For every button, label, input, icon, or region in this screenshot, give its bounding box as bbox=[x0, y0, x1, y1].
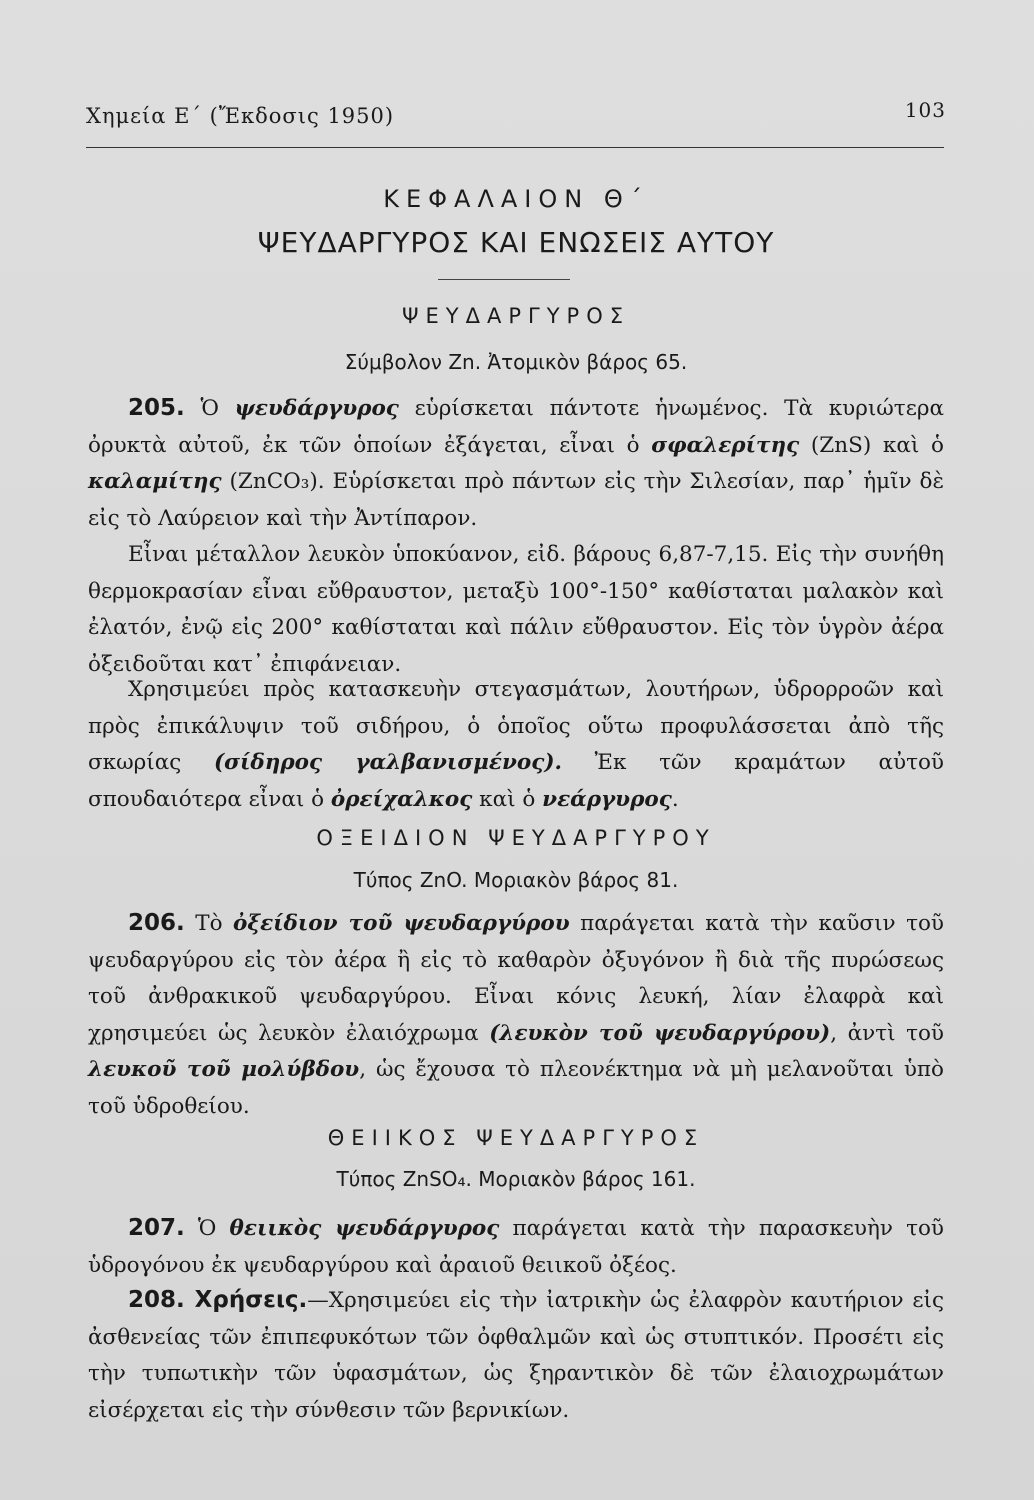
keyword: (σίδηρος γαλβανισμένος). bbox=[213, 750, 562, 775]
keyword: καλαμίτης bbox=[88, 469, 222, 494]
text: Ἐκ τῶν κραμάτων αὐτοῦ σπουδαιότερα εἶναι ὁ bbox=[88, 750, 944, 812]
text: Χρησιμεύει πρὸς κατασκευὴν στεγασμάτων, λουτήρων, ὑδρορροῶν καὶ πρὸς ἐπικάλυψιν τοῦ σιδήρου, ὁ ὁποῖος οὕτω προφυλάσσεται ἀπὸ τῆς σκωρίας bbox=[88, 677, 944, 775]
chapter-label: ΚΕΦΑΛΑΙΟΝ Θ´ bbox=[383, 185, 649, 213]
zinc-sulfate-formula-line: Τύπος ZnSO₄. Μοριακὸν βάρος 161. bbox=[336, 1167, 696, 1191]
paragraph-207 bbox=[88, 1210, 944, 1284]
page-number: 103 bbox=[904, 98, 946, 122]
keyword: σφαλερίτης bbox=[651, 432, 800, 458]
text: Ὁ bbox=[184, 396, 235, 421]
paragraph-205 bbox=[88, 390, 944, 537]
paragraph-properties: Εἶναι μέταλλον λευκὸν ὑποκύανον, εἰδ. βάρους 6,87-7,15. Εἰς τὴν συνήθη θερμοκρασίαν εἶναι εὔθραυστον, μεταξὺ 100°-150° καθίσταται μαλακὸν καὶ ἐλατόν, ἐνῷ εἰς 200° καθίσταται καὶ πάλιν εὔθραυστον. Εἰς τὸν ὑγρὸν ἀέρα ὀξειδοῦται κατ᾿ ἐπιφάνειαν. bbox=[88, 542, 944, 677]
text: (ZnCO₃). Εὑρίσκεται πρὸ πάντων εἰς τὴν Σιλεσίαν, παρ᾿ ἡμῖν δὲ εἰς τὸ Λαύρειον καὶ τὴν Ἀντίπαρον. bbox=[88, 469, 944, 531]
paragraph-number: 208. Χρήσεις. bbox=[128, 1287, 308, 1313]
paragraph-uses bbox=[88, 672, 944, 818]
paragraph-number: 206. bbox=[128, 910, 185, 936]
paragraph-number: 207. bbox=[128, 1215, 185, 1241]
text: Ὁ bbox=[184, 1216, 230, 1241]
keyword: νεάργυρος bbox=[542, 786, 672, 812]
keyword: ψευδάργυρος bbox=[234, 396, 399, 421]
paragraph-number: 205. bbox=[128, 395, 185, 421]
keyword: ὀρείχαλκος bbox=[330, 786, 473, 812]
zinc-symbol-line: Σύμβολον Zn. Ἀτομικὸν βάρος 65. bbox=[344, 350, 688, 374]
section-heading-zinc: ΨΕΥΔΑΡΓΥΡΟΣ bbox=[401, 304, 630, 328]
section-heading-zinc-oxide: ΟΞΕΙΔΙΟΝ ΨΕΥΔΑΡΓΥΡΟΥ bbox=[316, 826, 716, 850]
text: Τὸ bbox=[184, 911, 233, 936]
text: , ἀντὶ τοῦ bbox=[830, 1020, 944, 1046]
keyword: θειικὸς ψευδάργυρος bbox=[229, 1216, 500, 1241]
section-heading-zinc-sulfate: ΘΕΙΙΚΟΣ ΨΕΥΔΑΡΓΥΡΟΣ bbox=[327, 1126, 705, 1150]
header-rule bbox=[86, 147, 944, 148]
paragraph-206 bbox=[88, 905, 944, 1125]
keyword: λευκοῦ τοῦ μολύβδου bbox=[88, 1057, 360, 1082]
keyword: (λευκὸν τοῦ ψευδαργύρου) bbox=[489, 1020, 831, 1046]
text: . bbox=[671, 786, 679, 812]
book-title: Χημεία Ε´ (Ἔκδοσις 1950) bbox=[86, 104, 395, 128]
text: παράγεται κατὰ τὴν καῦσιν τοῦ ψευδαργύρου εἰς τὸν ἀέρα ἢ εἰς τὸ καθαρὸν ὀξυγόνον ἢ διὰ τῆς πυρώσεως τοῦ ἀνθρακικοῦ ψευδαργύρου. Εἶναι κόνις λευκή, λίαν ἐλαφρὰ καὶ χρησιμεύει ὡς λευκὸν ἐλαιόχρωμα bbox=[88, 911, 944, 1046]
text: (ZnS) καὶ ὁ bbox=[799, 432, 944, 458]
text: , ὡς ἔχουσα τὸ πλεονέκτημα νὰ μὴ μελανοῦται ὑπὸ τοῦ ὑδροθείου. bbox=[88, 1057, 944, 1119]
chapter-title: ΨΕΥΔΑΡΓΥΡΟΣ ΚΑΙ ΕΝΩΣΕΙΣ ΑΥΤΟΥ bbox=[257, 226, 775, 259]
text: παράγεται κατὰ τὴν παρασκευὴν τοῦ ὑδρογόνου ἐκ ψευδαργύρου καὶ ἀραιοῦ θειικοῦ ὀξέος. bbox=[88, 1216, 944, 1278]
text: —Χρησιμεύει εἰς τὴν ἰατρικὴν ὡς ἐλαφρὸν καυτήριον εἰς ἀσθενείας τῶν ἐπιπεφυκότων τῶν ὀφθαλμῶν καὶ ὡς στυπτικόν. Προσέτι εἰς τὴν τυπωτικὴν τῶν ὑφασμάτων, ὡς ξηραντικὸν δὲ τῶν ἐλαιοχρωμάτων εἰσέρχεται εἰς τὴν σύνθεσιν τῶν βερνικίων. bbox=[88, 1288, 944, 1423]
running-head bbox=[86, 98, 946, 128]
zinc-oxide-formula-line: Τύπος ZnO. Μοριακὸν βάρος 81. bbox=[353, 868, 679, 892]
keyword: ὀξείδιον τοῦ ψευδαργύρου bbox=[233, 911, 570, 936]
text: καὶ ὁ bbox=[472, 786, 543, 812]
text: εὑρίσκεται πάντοτε ἡνωμένος. Τὰ κυριώτερα ὀρυκτὰ αὐτοῦ, ἐκ τῶν ὁποίων ἐξάγεται, εἶναι ὁ bbox=[88, 396, 944, 458]
title-divider bbox=[438, 279, 570, 280]
paragraph-208 bbox=[88, 1282, 944, 1429]
